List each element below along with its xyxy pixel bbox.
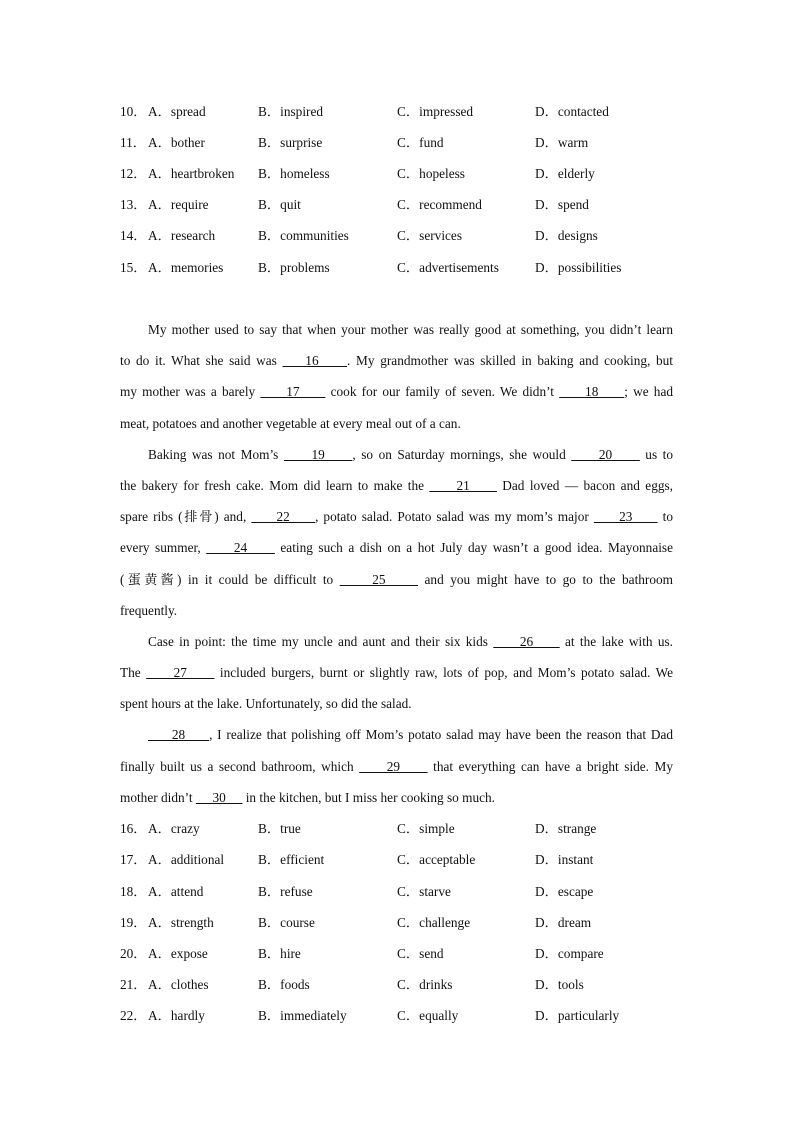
passage-line: The 27 included burgers, burnt or slightly raw, lots of pop, and Mom’s potato salad. We: [120, 665, 673, 681]
option-d[interactable]: D．elderly: [535, 166, 595, 181]
passage-line: every summer, 24 eating such a dish on a hot July day wasn’t a good idea. Mayonnaise: [120, 540, 673, 556]
option-a[interactable]: A．memories: [148, 260, 224, 275]
option-c[interactable]: C．acceptable: [397, 852, 476, 867]
option-b[interactable]: B．immediately: [258, 1008, 347, 1023]
option-b[interactable]: B．foods: [258, 977, 310, 992]
option-d[interactable]: D．compare: [535, 946, 604, 961]
option-c[interactable]: C．starve: [397, 884, 451, 899]
option-d[interactable]: D．spend: [535, 197, 589, 212]
option-a[interactable]: A．hardly: [148, 1008, 205, 1023]
option-d[interactable]: D．instant: [535, 852, 594, 867]
option-b[interactable]: B．homeless: [258, 166, 330, 181]
blank-27[interactable]: 27: [146, 665, 215, 681]
option-b[interactable]: B．true: [258, 821, 301, 836]
question-number: 17．: [120, 852, 147, 867]
option-a[interactable]: A．heartbroken: [148, 166, 235, 181]
question-number: 14．: [120, 228, 147, 243]
option-d[interactable]: D．contacted: [535, 104, 609, 119]
option-c[interactable]: C．services: [397, 228, 462, 243]
passage-line: the bakery for fresh cake. Mom did learn to make the 21 Dad loved — bacon and eggs,: [120, 477, 673, 493]
question-number: 18．: [120, 884, 147, 899]
blank-21[interactable]: 21: [429, 477, 497, 493]
passage-line: (蛋黄酱) in it could be difficult to 25 and you might have to go to the bathroom: [120, 571, 673, 587]
question-number: 20．: [120, 946, 147, 961]
option-a[interactable]: A．additional: [148, 852, 225, 867]
blank-19[interactable]: 19: [283, 446, 353, 462]
blank-16[interactable]: 16: [282, 353, 348, 369]
blank-18[interactable]: 18: [559, 384, 625, 400]
question-number: 15．: [120, 260, 147, 275]
passage-line: meat, potatoes and another vegetable at every meal out of a can.: [120, 415, 461, 431]
option-c[interactable]: C．fund: [397, 135, 444, 150]
blank-30[interactable]: 30: [195, 789, 243, 805]
option-a[interactable]: A．bother: [148, 135, 205, 150]
passage: [120, 314, 673, 813]
option-c[interactable]: C．challenge: [397, 915, 471, 930]
passage-line: spent hours at the lake. Unfortunately, so did the salad.: [120, 696, 412, 712]
blank-22[interactable]: 22: [251, 509, 316, 525]
option-d[interactable]: D．particularly: [535, 1008, 620, 1023]
option-d[interactable]: D．designs: [535, 228, 598, 243]
option-d[interactable]: D．tools: [535, 977, 584, 992]
option-b[interactable]: B．course: [258, 915, 315, 930]
option-d[interactable]: D．dream: [535, 915, 592, 930]
option-a[interactable]: A．clothes: [148, 977, 209, 992]
passage-line: Baking was not Mom’s 19 , so on Saturday mornings, she would 20 us to: [148, 446, 673, 462]
question-number: 12．: [120, 166, 147, 181]
option-b[interactable]: B．inspired: [258, 104, 324, 119]
passage-line: 28 , I realize that polishing off Mom’s potato salad may have been the reason that Dad: [148, 727, 673, 743]
option-b[interactable]: B．communities: [258, 228, 349, 243]
passage-line: Case in point: the time my uncle and aunt and their six kids 26 at the lake with us.: [148, 633, 673, 649]
blank-28[interactable]: 28: [148, 727, 210, 743]
blank-29[interactable]: 29: [359, 758, 428, 774]
option-c[interactable]: C．hopeless: [397, 166, 465, 181]
option-b[interactable]: B．surprise: [258, 135, 323, 150]
passage-line: My mother used to say that when your mother was really good at something, you didn’t learn: [148, 322, 673, 337]
option-c[interactable]: C．recommend: [397, 197, 482, 212]
question-number: 10．: [120, 104, 147, 119]
option-b[interactable]: B．problems: [258, 260, 330, 275]
passage-line: mother didn’t 30 in the kitchen, but I miss her cooking so much.: [120, 789, 495, 805]
option-b[interactable]: B．hire: [258, 946, 301, 961]
option-b[interactable]: B．efficient: [258, 852, 325, 867]
option-a[interactable]: A．attend: [148, 884, 204, 899]
passage-line: frequently.: [120, 602, 178, 618]
option-a[interactable]: A．spread: [148, 104, 206, 119]
blank-25[interactable]: 25: [339, 571, 419, 587]
option-a[interactable]: A．require: [148, 197, 209, 212]
option-b[interactable]: B．quit: [258, 197, 301, 212]
passage-line: my mother was a barely 17 cook for our family of seven. We didn’t 18 ; we had: [120, 384, 674, 400]
option-d[interactable]: D．escape: [535, 884, 594, 899]
blank-20[interactable]: 20: [571, 446, 640, 462]
option-c[interactable]: C．advertisements: [397, 260, 499, 275]
passage-line: finally built us a second bathroom, which 29 that everything can have a bright side. My: [120, 758, 673, 774]
question-number: 16．: [120, 821, 147, 836]
option-a[interactable]: A．strength: [148, 915, 214, 930]
option-c[interactable]: C．impressed: [397, 104, 474, 119]
question-number: 11．: [120, 135, 147, 150]
option-d[interactable]: D．strange: [535, 821, 597, 836]
blank-17[interactable]: 17: [260, 384, 326, 400]
option-c[interactable]: C．send: [397, 946, 444, 961]
blank-26[interactable]: 26: [493, 633, 560, 649]
passage-line: spare ribs (排骨) and, 22 , potato salad. Potato salad was my mom’s major 23 to: [120, 509, 673, 525]
blank-24[interactable]: 24: [206, 540, 275, 556]
question-number: 19．: [120, 915, 147, 930]
option-d[interactable]: D．possibilities: [535, 260, 622, 275]
blank-23[interactable]: 23: [593, 509, 658, 525]
option-c[interactable]: C．simple: [397, 821, 455, 836]
option-a[interactable]: A．research: [148, 228, 216, 243]
option-d[interactable]: D．warm: [535, 135, 589, 150]
option-a[interactable]: A．expose: [148, 946, 208, 961]
question-number: 13．: [120, 197, 147, 212]
question-number: 22．: [120, 1008, 147, 1023]
option-c[interactable]: C．equally: [397, 1008, 459, 1023]
option-c[interactable]: C．drinks: [397, 977, 453, 992]
passage-line: to do it. What she said was 16 . My grandmother was skilled in baking and cooking, but: [120, 353, 673, 369]
option-a[interactable]: A．crazy: [148, 821, 200, 836]
option-b[interactable]: B．refuse: [258, 884, 313, 899]
question-number: 21．: [120, 977, 147, 992]
